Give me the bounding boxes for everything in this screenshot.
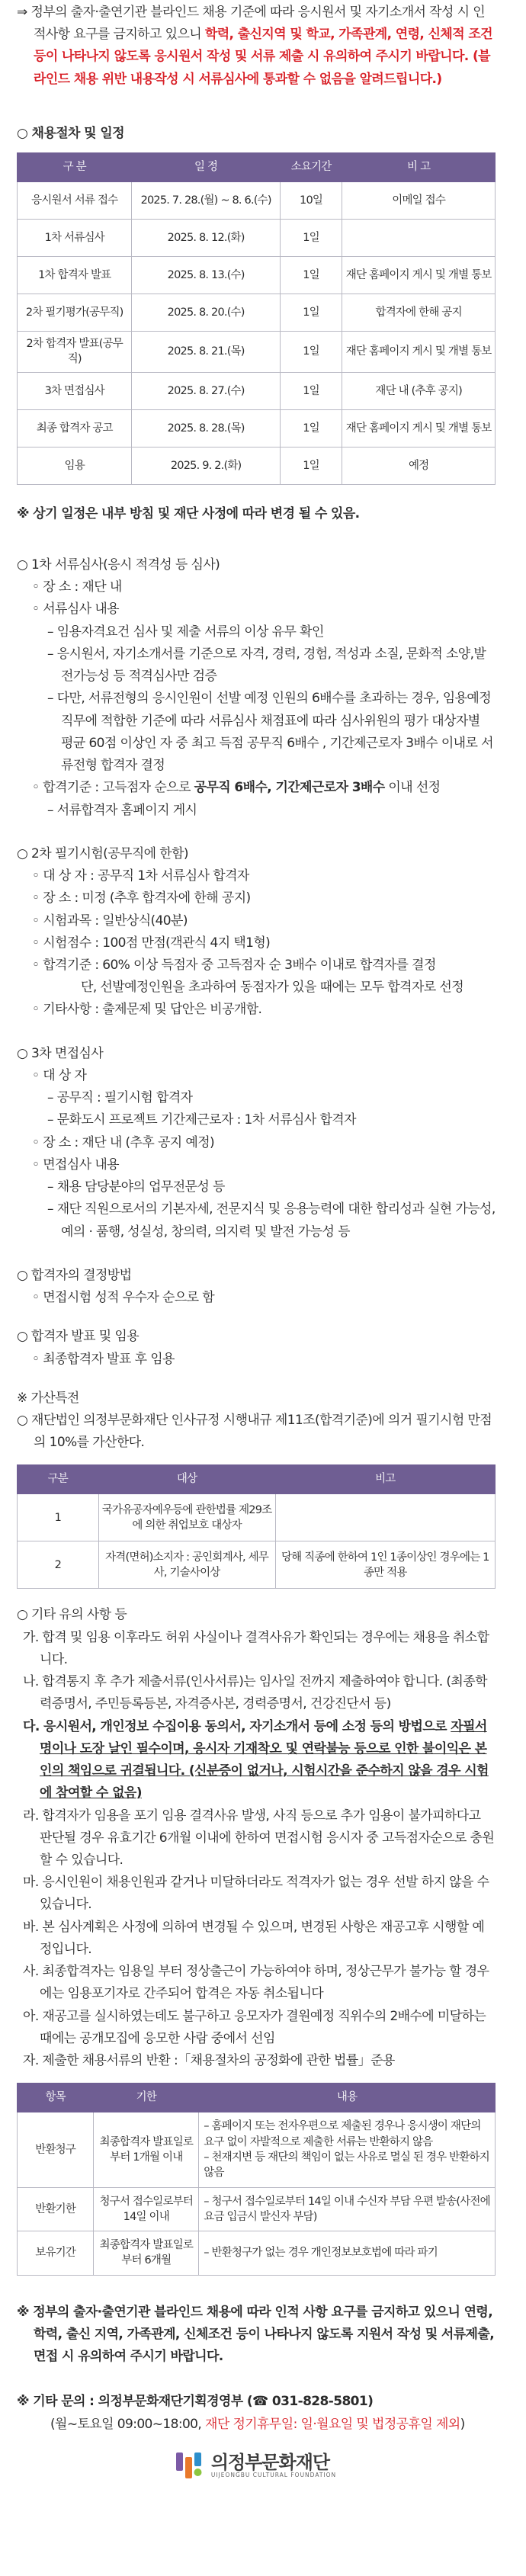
schedule-table [17,152,496,485]
stage1-title: ○ 1차 서류심사(응시 적격성 등 심사) [17,557,220,573]
bonus-section: ※ 가산특전 ○ 재단법인 의정부문화재단 인사규정 시행내규 제11조(합격기준)에 의거 필기시험 만점의 10%를 가산한다. 구분 대상 비고 1 국가유공자예우등에 관한법률 제29조에 의한 취업보호 대상자 2 자격(면허)소지자 : 공인회계사, 세무사, 기술사이상 당해 직종에 한하여 1인 1종이상인 경우에는 1종만 적용 [17,1387,496,1590]
bonus-table: 구분 대상 비고 1 국가유공자예우등에 관한법률 제29조에 의한 취업보호 대상자 2 자격(면허)소지자 : 공인회계사, 세무사, 기술사이상 당해 직종에 한하여 1인 1종이상인 경우에는 1종만 적용 [17,1464,496,1589]
table-row: 보유기간 최종합격자 발표일로부터 6개월 – 반환청구가 없는 경우 개인정보보호법에 따라 파기 [18,2231,496,2276]
contact-info: ※ 기타 문의 : 의정부문화재단기획경영부 (☎ 031-828-5801) (월~토요일 09:00~18:00, 재단 정기휴무일: 일·월요일 및 법정공휴일 제외) [17,2394,465,2432]
table-row: 2차 합격자 발표(공무직) 2025. 8. 21.(목) 1일 재단 홈페이지 게시 및 개별 통보 [18,332,496,373]
col-duration: 소요기간 [280,153,342,182]
schedule-note: ※ 상기 일정은 내부 방침 및 재단 사정에 따라 변경 될 수 있음. [17,505,360,521]
table-row: 임용 2025. 9. 2.(화) 1일 예정 [18,447,496,484]
announce-section: ○ 합격자 발표 및 임용 ◦ 최종합격자 발표 후 임용 [17,1329,175,1367]
schedule-title: ○ 채용절차 및 일정 [17,125,124,141]
col-remarks: 비 고 [342,153,496,182]
table-row: 2차 필기평가(공무직) 2025. 8. 20.(수) 1일 합격자에 한해 공지 [18,294,496,332]
notice-warning-text: 학력, 출신지역 및 학교, 가족관계, 연령, 신체적 조건 등이 나타나지 않도록 응시원서 작성 및 서류 제출 시 유의하여 주시기 바랍니다. (블라인드 채용 위반 내용작성 시 서류심사에 통과할 수 없음을 알려드립니다.) [34,27,493,87]
etc-section: ○ 기타 유의 사항 등 가. 합격 및 임용 이후라도 허위 사실이나 결격사유가 확인되는 경우에는 채용을 취소합니다. 나. 합격통지 후 추가 제출서류(인사서류)는 임사일 전까지 제출하여야 합니다. (최종학력증명서, 주민등록등본, 자격증사본, 경력증명서, 건강진단서 등) 다. 응시원서, 개인정보 수집이용 동의서, 자기소개서 등에 소정 등의 방법으로 자필서명이나 도장 날인 필수이며, 응시자 기재착오 및 연락불능 등으로 인한 불이익은 본인의 책임으로 귀결됩니다. (신분증이 없거나, 시험시간을 준수하지 않을 경우 시험에 참여할 수 없음) 라. 합격자가 임용을 포기 임용 결격사유 발생, 사직 등으로 추가 임용이 불가피하다고 판단될 경우 유효기간 6개월 이내에 한하여 면접시험 응시자 중 고득점자순으로 충원할 수 있습니다. 마. 응시인원이 채용인원과 같거나 미달하더라도 적격자가 없는 경우 선발 하지 않을 수 있습니다. 바. 본 심사계획은 사정에 의하여 변경될 수 있으며, 변경된 사항은 재공고후 시행할 예정입니다. 사. 최종합격자는 임용일 부터 정상출근이 가능하여야 하며, 정상근무가 불가능 할 경우에는 임용포기자로 간주되어 합격은 자동 취소됩니다 아. 재공고를 실시하였는데도 불구하고 응모자가 결원예정 직위수의 2배수에 미달하는 때에는 공개모집에 응모한 사람 중에서 선임 자. 제출한 채용서류의 반환 :「채용절차의 공정화에 관한 법률」준용 항목 기한 내용 반환청구 최종합격자 발표일로부터 1개월 이내 – 홈페이지 또는 전자우편으로 제출된 경우나 응시생이 재단의 요구 없이 자발적으로 제출한 서류는 반환하지 않음 – 천재지변 등 재단의 책임이 없는 사유로 멸실 된 경우 반환하지 않음 반환기한 청구서 접수일로부터 14일 이내 – 청구서 접수일로부터 14일 이내 수신자 부담 우편 발송(사전에 요금 입금시 발신자 부담) 보유기간 최종합격자 발표일로부터 6개월 – 반환청구가 없는 경우 개인정보보호법에 따라 파기 [17,1604,496,2275]
blind-hiring-notice [17,0,496,91]
notice-text: 정부의 출자·출연기관 블라인드 채용 기준에 따라 응시원서 및 자기소개서 작성 시 인적사항 요구를 금지하고 있으니 [30,5,486,43]
arrow-icon: ⇒ [17,5,27,20]
table-row: 1차 서류심사 2025. 8. 12.(화) 1일 [18,220,496,257]
table-row: 2 자격(면허)소지자 : 공인회계사, 세무사, 기술사이상 당해 직종에 한하여 1인 1종이상인 경우에는 1종만 적용 [18,1541,496,1589]
table-row: 반환기한 청구서 접수일로부터 14일 이내 – 청구서 접수일로부터 14일 이내 수신자 부담 우편 발송(사전에 요금 입금시 발신자 부담) [18,2187,496,2231]
document-return-table: 항목 기한 내용 반환청구 최종합격자 발표일로부터 1개월 이내 – 홈페이지 또는 전자우편으로 제출된 경우나 응시생이 재단의 요구 없이 자발적으로 제출한 서류는 반환하지 않음 – 천재지변 등 재단의 책임이 없는 사유로 멸실 된 경우 반환하지 않음 반환기한 청구서 접수일로부터 14일 이내 – 청구서 접수일로부터 14일 이내 수신자 부담 우편 발송(사전에 요금 입금시 발신자 부담) 보유기간 최종합격자 발표일로부터 6개월 – 반환청구가 없는 경우 개인정보보호법에 따라 파기 [17,2083,496,2275]
table-row: 1 국가유공자예우등에 관한법률 제29조에 의한 취업보호 대상자 [18,1494,496,1541]
bottom-notice: ※ 정부의 출자·출연기관 블라인드 채용에 따라 인적 사항 요구를 금지하고 있으니 연령, 학력, 출신 지역, 가족관계, 신체조건 등이 나타나지 않도록 지원서 작성 및 서류제출, 면접 시 유의하여 주시기 바랍니다. [17,2304,495,2365]
logo-name-ko: 의정부문화재단 [210,2451,330,2473]
table-row: 반환청구 최종합격자 발표일로부터 1개월 이내 – 홈페이지 또는 전자우편으로 제출된 경우나 응시생이 재단의 요구 없이 자발적으로 제출한 서류는 반환하지 않음 – 천재지변 등 재단의 책임이 없는 사유로 멸실 된 경우 반환하지 않음 [18,2112,496,2187]
table-row: 1차 합격자 발표 2025. 8. 13.(수) 1일 재단 홈페이지 게시 및 개별 통보 [18,257,496,294]
table-row: 최종 합격자 공고 2025. 8. 28.(목) 1일 재단 홈페이지 게시 및 개별 통보 [18,409,496,447]
stage2-section: ○ 2차 필기시험(공무직에 한함) ◦ 대 상 자 : 공무직 1차 서류심사 합격자 ◦ 장 소 : 미정 (추후 합격자에 한해 공지) ◦ 시험과목 : 일반상식(40분) ◦ 시험점수 : 100점 만점(객관식 4지 택1형) ◦ 합격기준 : 60% 이상 득점자 중 고득점자 순 3배수 이내로 합격자를 결정 단, 선발예정인원을 초과하여 동점자가 있을 때에는 모두 합격자로 선정 ◦ 기타사항 : 출제문제 및 답안은 비공개함. [17,843,496,1022]
decide-section: ○ 합격자의 결정방법 ◦ 면접시험 성적 우수자 순으로 함 [17,1267,215,1306]
stage3-title: ○ 3차 면접심사 [17,1045,104,1061]
foundation-logo-icon [176,2451,204,2480]
stage1-section: ○ 1차 서류심사(응시 적격성 등 심사) ◦ 장 소 : 재단 내 ◦ 서류심사 내용 – 임용자격요건 심사 및 제출 서류의 이상 유무 확인 – 응시원서, 자기소개서를 기준으로 자격, 경력, 경험, 적성과 소질, 문화적 소양,발전가능성 등 적격심사만 검증 – 다만, 서류전형의 응시인원이 선발 예정 인원의 6배수를 초과하는 경우, 임용예정 직무에 적합한 기준에 따라 서류심사 채점표에 따라 심사위원의 평가 대상자별 평균 60점 이상인 자 중 최고 득점 공무직 6배수 , 기간제근로자 3배수 이내로 서류전형 합격자 결정 ◦ 합격기준 : 고득점자 순으로 공무직 6배수, 기간제근로자 3배수 이내 선정 – 서류합격자 홈페이지 게시 [17,554,496,822]
stage2-title: ○ 2차 필기시험(공무직에 한함) [17,845,188,861]
col-date: 일 정 [132,153,280,182]
col-category: 구 분 [18,153,132,182]
stage3-section: ○ 3차 면접심사 ◦ 대 상 자 – 공무직 : 필기시험 합격자 – 문화도시 프로젝트 기간제근로자 : 1차 서류심사 합격자 ◦ 장 소 : 재단 내 (추후 공지 예정) ◦ 면접심사 내용 – 채용 담당분야의 업무전문성 등 – 재단 직원으로서의 기본자세, 전문지식 및 응용능력에 대한 합리성과 실현 가능성, 예의 · 품행, 성실성, 창의력, 의지력 및 발전 가능성 등 [17,1043,496,1243]
logo-name-en: UIJEONGBU CULTURAL FOUNDATION [210,2471,337,2478]
table-row: 3차 면접심사 2025. 8. 27.(수) 1일 재단 내 (추후 공지) [18,372,496,409]
table-row: 응시원서 서류 접수 2025. 7. 28.(월) ~ 8. 6.(수) 10일 이메일 접수 [18,182,496,220]
foundation-logo [17,2451,496,2480]
